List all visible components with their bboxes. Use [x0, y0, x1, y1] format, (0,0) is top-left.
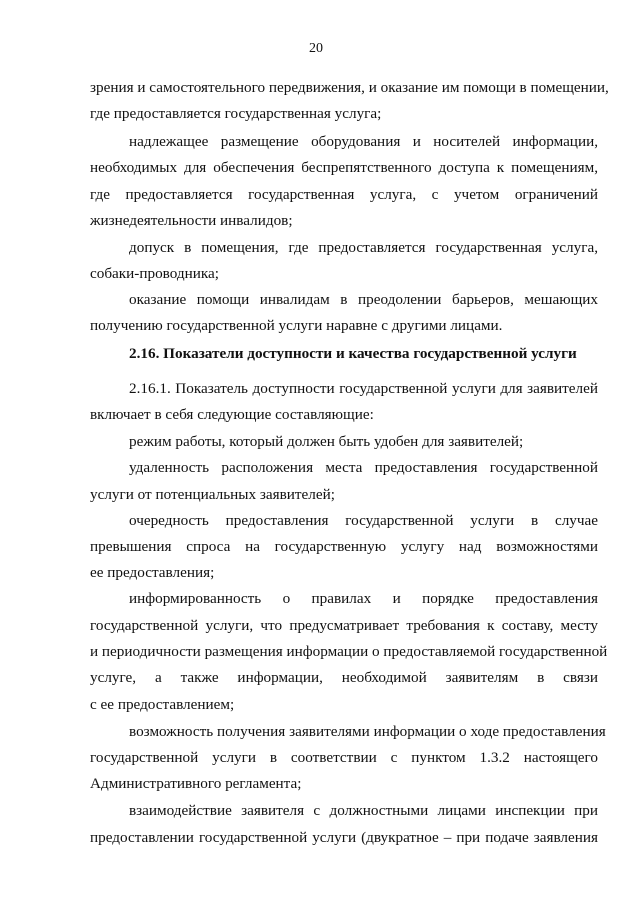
text-line: государственной услуги, что предусматривает требования к составу, месту	[90, 617, 598, 634]
text-line: включает в себя следующие составляющие:	[90, 406, 374, 423]
text-line: допуск в помещения, где предоставляется государственная услуга,	[129, 239, 598, 256]
section-heading: 2.16. Показатели доступности и качества государственной услуги	[129, 345, 577, 362]
text-line: получению государственной услуги наравне с другими лицами.	[90, 317, 503, 334]
text-line: удаленность расположения места предоставления государственной	[129, 459, 598, 476]
text-line: превышения спроса на государственную услугу над возможностями	[90, 538, 598, 555]
text-line: где предоставляется государственная услуга;	[90, 105, 382, 122]
text-line: и периодичности размещения информации о предоставляемой государственной	[90, 643, 608, 660]
text-line: надлежащее размещение оборудования и носителей информации,	[129, 133, 598, 150]
text-line: где предоставляется государственная услуга, с учетом ограничений	[90, 186, 598, 203]
text-line: оказание помощи инвалидам в преодолении барьеров, мешающих	[129, 291, 598, 308]
text-line: собаки-проводника;	[90, 265, 219, 282]
text-line: государственной услуги в соответствии с пунктом 1.3.2 настоящего	[90, 749, 598, 766]
page-number: 20	[309, 41, 323, 56]
text-line: услуге, а также информации, необходимой заявителям в связи	[90, 669, 598, 686]
text-line: взаимодействие заявителя с должностными лицами инспекции при	[129, 802, 598, 819]
text-line: режим работы, который должен быть удобен для заявителей;	[129, 433, 524, 450]
text-line: 2.16.1. Показатель доступности государственной услуги для заявителей	[129, 380, 598, 397]
text-line: ее предоставления;	[90, 564, 215, 581]
text-line: зрения и самостоятельного передвижения, и оказание им помощи в помещении,	[90, 79, 609, 96]
text-line: услуги от потенциальных заявителей;	[90, 486, 335, 503]
text-line: необходимых для обеспечения беспрепятственного доступа к помещениям,	[90, 159, 598, 176]
text-line: жизнедеятельности инвалидов;	[90, 212, 293, 229]
text-line: предоставлении государственной услуги (двукратное – при подаче заявления	[90, 829, 598, 846]
text-line: очередность предоставления государственной услуги в случае	[129, 512, 598, 529]
text-line: Административного регламента;	[90, 775, 302, 792]
text-line: возможность получения заявителями информации о ходе предоставления	[129, 723, 606, 740]
text-line: информированность о правилах и порядке предоставления	[129, 590, 598, 607]
text-line: с ее предоставлением;	[90, 696, 235, 713]
